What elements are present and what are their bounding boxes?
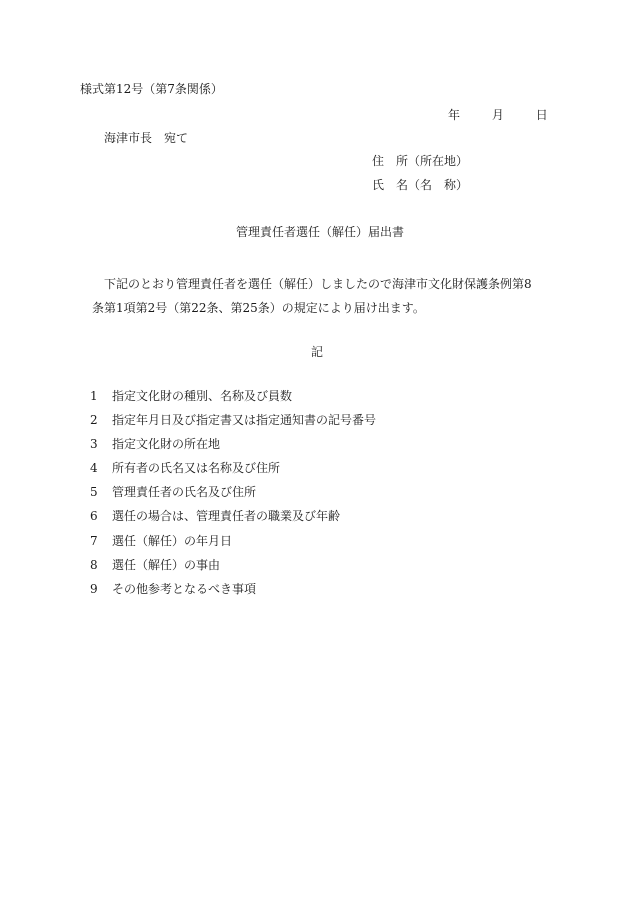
item-text: 指定文化財の所在地 — [112, 437, 221, 452]
item-text: その他参考となるべき事項 — [112, 581, 257, 596]
list-item — [90, 559, 376, 583]
list-item — [90, 438, 376, 462]
list-item — [90, 535, 376, 559]
date-year-label: 年 — [448, 108, 461, 122]
item-text: 選任の場合は、管理責任者の職業及び年齢 — [112, 509, 341, 524]
item-number: 2 — [90, 413, 98, 428]
addressee: 海津市長 宛て — [104, 131, 189, 145]
list-item — [90, 486, 376, 510]
body-line-2: 条第1項第2号（第22条、第25条）の規定により届け出ます。 — [92, 301, 425, 315]
list-item — [90, 462, 376, 486]
item-number: 7 — [90, 533, 98, 548]
applicant-name-label: 氏 名（名 称） — [372, 178, 469, 192]
ki-text: 記 — [310, 345, 323, 359]
item-text: 指定文化財の種別、名称及び員数 — [112, 389, 293, 403]
item-text: 指定年月日及び指定書又は指定通知書の記号番号 — [112, 413, 377, 428]
body-paragraph — [80, 272, 560, 320]
date-day-label: 日 — [535, 108, 548, 122]
item-text: 所有者の氏名又は名称及び住所 — [112, 461, 281, 476]
document-title-text: 管理責任者選任（解任）届出書 — [235, 225, 404, 239]
applicant-address-label: 住 所（所在地） — [372, 154, 469, 168]
date-month-label: 月 — [491, 108, 504, 122]
item-list — [90, 390, 376, 607]
form-number: 様式第12号（第7条関係） — [80, 82, 223, 96]
item-number: 9 — [90, 581, 98, 596]
document-title — [0, 226, 630, 238]
item-number: 4 — [90, 461, 98, 476]
item-number: 5 — [90, 485, 98, 500]
item-text: 管理責任者の氏名及び住所 — [112, 485, 257, 500]
body-line-1: 下記のとおり管理責任者を選任（解任）しましたので海津市文化財保護条例第8 — [104, 277, 532, 291]
list-item — [90, 414, 376, 438]
list-item — [90, 583, 376, 607]
list-item — [90, 390, 376, 414]
list-item — [90, 510, 376, 534]
ki-heading — [0, 346, 630, 358]
date-line — [448, 109, 548, 121]
item-number: 6 — [90, 509, 98, 524]
item-number: 1 — [90, 389, 98, 403]
item-number: 3 — [90, 437, 98, 452]
item-text: 選任（解任）の年月日 — [112, 533, 233, 548]
item-text: 選任（解任）の事由 — [112, 557, 221, 572]
item-number: 8 — [90, 557, 98, 572]
